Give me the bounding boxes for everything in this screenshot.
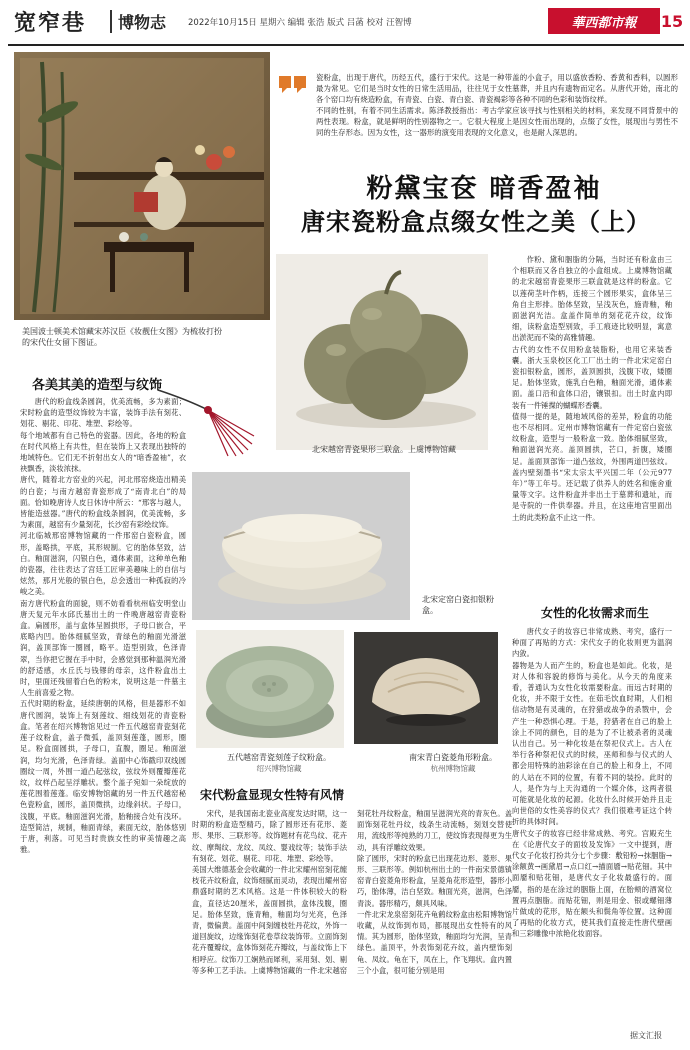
right-body bbox=[512, 254, 672, 586]
lotus-box-caption bbox=[204, 752, 354, 774]
section-name: 博物志 bbox=[110, 10, 166, 33]
white-box-photo bbox=[192, 472, 410, 620]
painting-image-icon bbox=[14, 52, 270, 320]
lotus-box-caption-title: 五代越窑青瓷刻莲子纹粉盒。 bbox=[227, 753, 331, 762]
page-header bbox=[0, 0, 690, 44]
headline-sub: 唐宋瓷粉盒点缀女性之美（上） bbox=[301, 207, 651, 236]
triple-box-photo bbox=[276, 254, 488, 450]
triple-box-caption: 北宋越窑青瓷果形三联盒。上虞博物馆藏 bbox=[312, 445, 456, 454]
melon-box-image-icon bbox=[354, 632, 498, 744]
melon-box-caption bbox=[398, 752, 508, 774]
shapes-heading: 各美其美的造型与纹饰 bbox=[31, 378, 162, 393]
melon-box-caption-credit: 杭州博物馆藏 bbox=[430, 764, 476, 773]
shapes-body bbox=[20, 396, 186, 1032]
lead-text: 瓷粉盒，出现于唐代，历经五代，盛行于宋代。这是一种带盖的小盒子，用以盛放香粉、香黄和香料，以圆形最为常见。它们是当时女性的日常生活用品，往往见于女性墓葬，并且内有遗物而定名。从唐代开始，南北的各个窑口均有烧造粉盒，有青瓷、白瓷、青白瓷、青瓷褐彩等各种不同的色彩和装饰纹样。 不同的性别，有着不同生活需求。陈泽教授指出：考古学家应该寻找与性别相关的材料，来发现不同背景中的两性表现。粉盒，就是鲜明的性别器物之一。它很大程度上是因女性而出现的，点缀了女性，展现出与男性不同的生存形态。因为女性，这一器形的演变用表现的文化意义，也是耐人深思的。 bbox=[316, 73, 678, 137]
headline-main: 粉黛宝奁 暗香盈袖 bbox=[366, 174, 602, 204]
song-body bbox=[192, 808, 512, 1038]
painting-photo bbox=[14, 52, 270, 320]
female-body bbox=[512, 626, 672, 1028]
source-credit: 据文汇报 bbox=[630, 1031, 662, 1040]
header-rule bbox=[8, 44, 684, 46]
song-heading: 宋代粉盒显现女性特有风情 bbox=[199, 788, 344, 802]
lead-paragraph bbox=[316, 72, 678, 160]
melon-box-photo bbox=[354, 632, 498, 744]
white-box-image-icon bbox=[192, 472, 410, 620]
female-text: 唐代女子的妆容已非常成熟、考究，盛行一种面了再贴的方式：宋代女子的化妆则更为温润内敛。 器物是为人而产生的，粉盒也是如此。化妆，是对人体和容貌的修饰与美化。从今天的角度来看，普通认为女性化妆需要粉盒。而远古时期的化妆，并不限于女性。在茹毛饮血时期，人们相信动物是有灵魂的，在狩猎或战争的杀戮中，会产生一种恐惧心理。于是，狩猎者在自己的脸上涂上不同的颜色，目的是为了不让被杀者的灵魂认出自己。另一种化妆是在祭祀仪式上。古人在举行各种祭祀仪式的时候，巫师和参与仪式的人都会用特殊的油彩涂在自己的脸上和身上，不同的人站在不同的位置，有着不同的装扮。此时的人，是作为与上天沟通的一个媒介体，这两者很可能就是化妆的起源。化妆什么时候开始并且走向世俗的女性美容的仪式？我们很难考证这个转折的具体时间。 唐代女子的妆容已经非常成熟、考究。宫殿充生在《论唐代女子的面妆及发饰》一文中提到，唐代女子化妆打扮共分七个步骤：敷铅粉→抹胭脂→涂额黄→画黛眉→点口红→描面靥→贴花钿。其中面靥和贴花钿，是唐代女子化妆最盛行的。面靥，指的是在涂过的胭脂上面，在胎颊的酒窝位置再点胭脂。而贴花钿，则是用金、银或螺钿薄片做成的花形，贴在额头和鬓角等位置。这种面了再贴的化妆方式，使其我们直接走性唐代壁画和三彩雕像中浓艳化妆面容。 bbox=[512, 627, 672, 939]
right-text: 作粉、黛和胭脂的分隔，当时还有粉盒由三个相联而又各自独立的小盒组成。上虞博物馆藏的北宋越窑青瓷果形三联盒就是这样的粉盒。它以莲荷茎叶作柄，连接三个圆形果实，盒体呈三角自主形排。胎体坚致，呈浅灰色，施青釉，釉面滋润光洁。盒盖作简单的刻花花卉纹，纹饰细，读粉盒造型别致，手工痕迹比较明显，寓意出淤泥而不染的高雅情趣。 古代的女性不仅用粉盒装脂粉，也用它来装香囊。浙大玉泉校区化工厂出土的一件北宋定窑白瓷扣银粉盒，圆形，盖顶圆拱，浅腹下收，矮圈足。胎体坚致，施乳白色釉，釉面光滑，通体素面。盖口沿和盒体口沿，镶银扣。出土时盒内即装有一件锤揲的蝴蝶形香囊。 值得一提的是，随地域风俗的差异，粉盒的功能也不尽相同。定州市博物馆藏有一件定窑白瓷弦纹粉盒，造型与一般粉盒一致。胎体细腻坚致，釉面滋润光亮。盖顶圆拱，芒口，折腹，矮圈足。盖面顶部饰一道凸弦纹，外围两道凹弦纹。盖内壁刻墨书“宋太宗太平兴国二年（公元977年）”等工年号。还记载了供养人的姓名和施舍重量等文字。这件粉盒并非出土于墓葬和遗址，而是寺院的一件供奉器。并且，在这座地宫里面出土的此类粉盒不止这一件。 bbox=[512, 255, 672, 522]
newspaper-logo: 華西都市報 bbox=[548, 8, 660, 34]
lotus-box-image-icon bbox=[196, 630, 344, 748]
lotus-box-photo bbox=[196, 630, 344, 748]
triple-box-image-icon bbox=[276, 254, 488, 450]
song-text: 宋代，是我国南北瓷业高度发达时期，这一时期的粉盒造型精巧，除了圆形还有花形、菱形、果形、三联形等。纹饰题材有花鸟纹、花卉纹、摩羯纹、龙纹、凤纹、婴戏纹等；装饰手法有刻花、划花、剔花、印花、堆塑、彩绘等。 美国大维德基金会收藏的一件北宋耀州窑刻花缠枝花卉纹粉盒，纹饰细腻而灵动，表现出耀州窑鼎盛时期的艺术风格。这是一件体积较大的粉盒，直径达20厘米，盖面圆拱，盒体浅腹，圈足。胎体坚致，施青釉，釉面均匀光亮，色泽青，微偏黄。盖面中间刻缠枝牡丹花纹，外饰一道回旋纹，边缘饰刻花卷草纹装饰带。立面饰刻花卉覆瓣纹，盒体饰刻花卉瓣纹，与盖纹饰上下相呼应。纹饰刀工娴熟而犀利，采用刻、划、剔等多种工艺手法。上虞博物馆藏的一件北宋越窑刻花牡丹纹粉盒，釉面呈滋润光亮的青灰色。盖面饰刻花牡丹纹，线条生动流畅，刻划交替使用，流线形等纯熟的刀工，使纹饰表现得更为生动，具有浮雕纹效果。 除了圆形，宋时的粉盒已出现花边形、菱形、果形、三联形等。例如杭州出土的一件南宋景德镇窑青白瓷菱角形粉盒，呈菱角花形造型，器形小巧，胎体薄，洁白坚致。釉面光亮，滋润，色泽青淡。器形精巧，颇具风味。 一件北宋龙泉窑刻花卉龟鹤纹粉盒由松阳博物馆收藏，从纹饰到布局，都展现出女性特有的风情。其为圆形，胎体坚致，釉面均匀光润，呈青绿色。盖顶平，外表饰刻花卉纹，盖内壁饰刻龟、凤纹。龟在下，凤在上，作飞翔状。盒内置三个小盒，很可能分别是用 bbox=[192, 809, 512, 975]
lotus-box-caption-credit: 绍兴博物馆藏 bbox=[256, 764, 302, 773]
quote-icon bbox=[278, 74, 308, 94]
melon-box-caption-title: 南宋青白瓷菱角形粉盒。 bbox=[409, 753, 497, 762]
painting-caption: 美国波士顿美术馆藏宋苏汉臣《妆靓仕女图》为梳妆打扮的宋代仕女留下图证。 bbox=[22, 327, 222, 347]
female-heading: 女性的化妆需求而生 bbox=[540, 606, 649, 620]
page-number: 15 bbox=[660, 11, 684, 31]
column-name: 宽窄巷 bbox=[14, 10, 87, 36]
white-box-caption: 北宋定窑白瓷扣银粉盒。 bbox=[422, 595, 494, 615]
shapes-text: 唐代的粉盒线条圆润，优美流畅，多为素面；宋时粉盒的造型纹饰较为丰富，装饰手法有刻花、划花、剔花、印花、堆塑、彩绘等。 每个地域都有自己特色的瓷器。因此，各地的粉盒在时代风格上有共性，但在装饰上又表现出独特的地域特色。它们无不折射出女人的“暗香盈袖”，衣袂飘香，淡妆浓抹。 唐代，随着北方窑业的兴起，河北邢窑烧造出精美的白瓷；与南方越窑青瓷形成了“南青北白”的局面。恰如晚唐诗人皮日休诗中所云：“邢客与越人，皆能造兹器。”唐代的粉盒线条圆润，优美流畅，多为素面，越窑有少量刻花，长沙窑有彩绘纹饰。 河北临城邢窑博物馆藏的一件邢窑白瓷粉盒，圆形，盖略拱，平底，其形规制。它的胎体坚致，洁白。釉面滋润，闪银白色，通体素面，这种单色釉的瓷器，往往表达了宫廷工匠审美趣味上的自信与炫然，那月光般的银白色，总会透出一种孤寂的冷峻之美。 南方唐代粉盒的面貌，则不妨看看杭州临安明堂山唐天复元年水邱氏墓出土的一件晚唐越窑青瓷粉盒。扁圆形，盖与盒体呈圆拱形，子母口嵌合，平底略内凹。胎体细腻坚致，青绿色的釉面光滑滋润，盖顶部饰一圈圆，略平。造型别致，色泽青翠，当你把它握在手中时，会感觉到那种温润光滑的舒适感，水丘氏与钱镠的母亲，这件粉盒出土时，里面还残留着白色的粉末，说明这是一件墓主人生前喜爱之物。 五代时期的粉盒，延续唐朝的风格，但是器形不如唐代圆润，装饰上有刻莲纹、细线划花的青瓷粉盒。笔者在绍兴博物馆见过一件五代越窑青瓷刻花莲子纹粉盒，盖子微弧，盖顶刻莲蓬，圆形，圈足。粉盒面圆拱，子母口，直腹，圈足。釉面滋润，均匀光滑，色泽青绿。盖面中心饰戳印双线圆圈纹一周，外围一道凸起弦纹，弦纹外则覆瓣莲花纹，纹样凸起呈浮雕状。整个盖子宛如一朵绽放的莲花围着莲蓬。临安博物馆藏的另一件五代越窑秘色瓷粉盒，圆形，盖顶微拱，边缘斜状。子母口，浅腹，平底。釉面滋润光滑，胎釉接合处有浅环。造型简洁，规制，釉面青绿，素面无纹，胎体悠别于唐，利落。可见当时贵族女性的审美情趣之高雅。 bbox=[20, 397, 186, 855]
issue-meta: 2022年10月15日 星期六 编辑 张浩 版式 吕菡 校对 汪智博 bbox=[188, 18, 412, 28]
